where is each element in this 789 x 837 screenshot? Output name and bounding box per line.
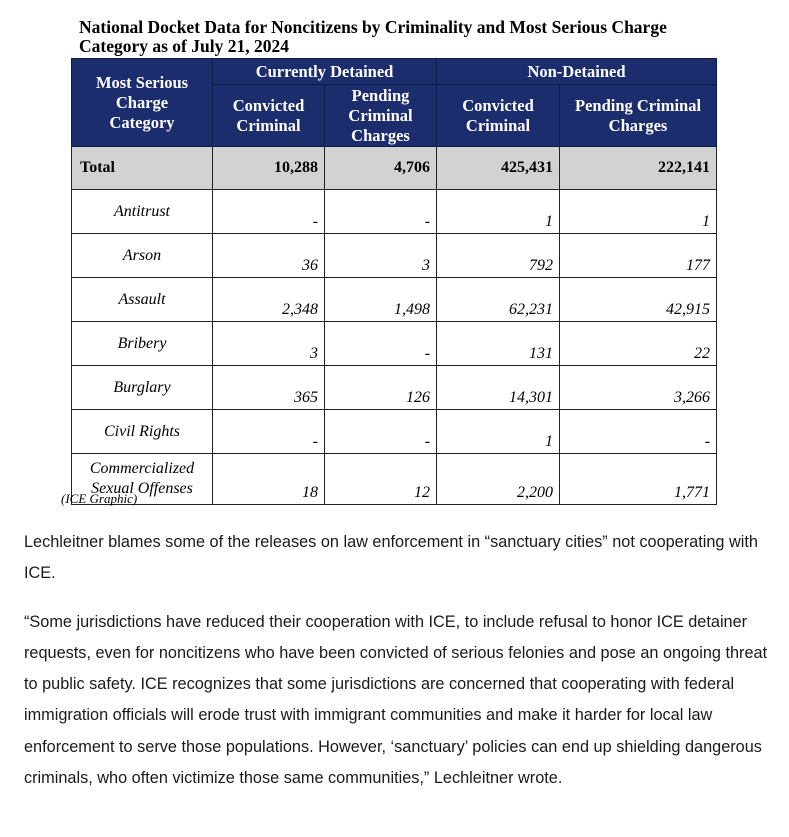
header-detained-pending: Pending Criminal Charges [325, 85, 437, 147]
cell-nondetained-pending: 22 [560, 322, 717, 366]
cell-detained-pending: 126 [325, 366, 437, 410]
header-nondetained-convicted: Convicted Criminal [437, 85, 560, 147]
cell-detained-pending: - [325, 322, 437, 366]
cell-detained-pending: 3 [325, 234, 437, 278]
table-row [72, 278, 717, 322]
cell-detained-convicted: 365 [213, 366, 325, 410]
cell-nondetained-convicted: 14,301 [437, 366, 560, 410]
cell-detained-pending: 12 [325, 454, 437, 505]
row-category: Total [72, 147, 213, 190]
table-row [72, 190, 717, 234]
cell-detained-pending: - [325, 190, 437, 234]
cell-nondetained-pending: 3,266 [560, 366, 717, 410]
cell-nondetained-convicted: 792 [437, 234, 560, 278]
cell-detained-convicted: - [213, 410, 325, 454]
docket-table [71, 58, 717, 505]
cell-nondetained-convicted: 425,431 [437, 147, 560, 190]
cell-nondetained-convicted: 1 [437, 410, 560, 454]
cell-nondetained-convicted: 1 [437, 190, 560, 234]
cell-detained-convicted: 2,348 [213, 278, 325, 322]
row-category: Assault [72, 278, 213, 322]
cell-detained-pending: - [325, 410, 437, 454]
article-paragraph: Lechleitner blames some of the releases on law enforcement in “sanctuary cities” not cooperating with ICE. [24, 533, 758, 583]
cell-nondetained-convicted: 131 [437, 322, 560, 366]
header-category: Most Serious Charge Category [72, 59, 213, 147]
row-category: Civil Rights [72, 410, 213, 454]
article-body [24, 527, 769, 811]
cell-nondetained-pending: 1 [560, 190, 717, 234]
table-row [72, 454, 717, 505]
header-currently-detained: Currently Detained [213, 59, 437, 85]
row-category: Arson [72, 234, 213, 278]
row-category: Bribery [72, 322, 213, 366]
cell-detained-convicted: 3 [213, 322, 325, 366]
row-category: Burglary [72, 366, 213, 410]
cell-detained-pending: 4,706 [325, 147, 437, 190]
cell-nondetained-pending: 222,141 [560, 147, 717, 190]
cell-detained-convicted: - [213, 190, 325, 234]
article-paragraph: “Some jurisdictions have reduced their cooperation with ICE, to include refusal to honor ICE detainer requests, even for noncitizens who have been convicted of serious felonies and pose an ongoing threat to public safety. ICE recognizes that some jurisdictions are concerned that cooperating with federal immigration officials will erode trust with immigrant communities and make it harder for local law enforcement to serve those populations. However, ‘sanctuary’ policies can end up shielding dangerous criminals, who often victimize those same communities,” Lechleitner wrote. [24, 612, 768, 788]
table-row-total [72, 147, 717, 190]
cell-nondetained-pending: 177 [560, 234, 717, 278]
table-row [72, 322, 717, 366]
figure-caption: (ICE Graphic) [61, 491, 138, 506]
figure-title: National Docket Data for Noncitizens by Criminality and Most Serious Charge Category as of July 21, 2024 [79, 17, 667, 56]
cell-nondetained-convicted: 62,231 [437, 278, 560, 322]
cell-detained-convicted: 18 [213, 454, 325, 505]
row-category: Antitrust [72, 190, 213, 234]
header-detained-convicted: Convicted Criminal [213, 85, 325, 147]
cell-nondetained-pending: 1,771 [560, 454, 717, 505]
row-category: Commercialized Sexual Offenses [72, 454, 213, 505]
cell-nondetained-convicted: 2,200 [437, 454, 560, 505]
cell-nondetained-pending: 42,915 [560, 278, 717, 322]
cell-nondetained-pending: - [560, 410, 717, 454]
header-non-detained: Non-Detained [437, 59, 717, 85]
cell-detained-convicted: 36 [213, 234, 325, 278]
table-row [72, 234, 717, 278]
table-row [72, 410, 717, 454]
header-nondetained-pending: Pending Criminal Charges [560, 85, 717, 147]
table-row [72, 366, 717, 410]
cell-detained-pending: 1,498 [325, 278, 437, 322]
cell-detained-convicted: 10,288 [213, 147, 325, 190]
